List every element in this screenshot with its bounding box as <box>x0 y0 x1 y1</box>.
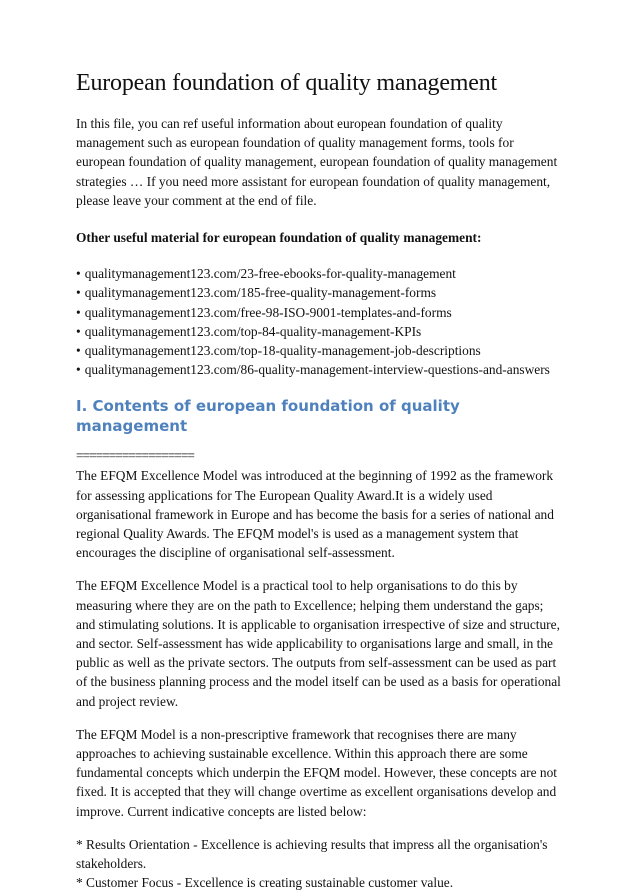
bullet-icon: • <box>76 304 81 320</box>
link-text: qualitymanagement123.com/top-18-quality-management-job-descriptions <box>84 343 481 359</box>
concept-item: * Results Orientation - Excellence is achieving results that impress all the organisation's stakeholders. <box>76 836 548 872</box>
link-text: qualitymanagement123.com/86-quality-management-interview-questions-and-answers <box>84 362 550 378</box>
link-list-item[interactable] <box>76 264 564 283</box>
concept-item: * Customer Focus - Excellence is creating sustainable customer value. <box>76 875 454 891</box>
link-list-item[interactable] <box>76 360 564 379</box>
link-text: qualitymanagement123.com/185-free-quality-management-forms <box>84 285 437 301</box>
intro-paragraph: In this file, you can ref useful information about european foundation of quality management such as european foundation of quality management forms, tools for european foundation of quality management, european foundation of quality management strategies … If you need more assistant for european foundation of quality management, please leave your comment at the end of file. <box>76 116 558 208</box>
body-paragraph: The EFQM Model is a non-prescriptive framework that recognises there are many approaches to achieving sustainable excellence. Within this approach there are some fundamental concepts which underpin the EFQM model. However, these concepts are not fixed. It is accepted that they will change overtime as excellent organisations develop and improve. Current indicative concepts are listed below: <box>76 726 558 819</box>
link-list-item[interactable] <box>76 341 564 360</box>
link-list <box>76 264 564 379</box>
page-title: European foundation of quality management <box>76 70 497 96</box>
link-list-item[interactable] <box>76 283 564 302</box>
link-text: qualitymanagement123.com/free-98-ISO-9001-templates-and-forms <box>84 304 452 320</box>
body-paragraph: The EFQM Excellence Model is a practical tool to help organisations to do this by measuring where they are on the path to Excellence; helping them understand the gaps; and stimulating solutions. It is applicable to organisation irrespective of size and structure, and sector. Self-assessment has wide applicability to organisations large and small, in the public as well as the private sectors. The outputs from self-assessment can be used as part of the business planning process and the model itself can be used as a basis for operational and project review. <box>76 578 561 709</box>
link-text: qualitymanagement123.com/top-84-quality-management-KPIs <box>84 323 422 339</box>
link-list-item[interactable] <box>76 322 564 341</box>
body-paragraph: The EFQM Excellence Model was introduced at the beginning of 1992 as the framework for assessing applications for The European Quality Award.It is a widely used organisational framework in Europe and has become the basis for a series of national and regional Quality Awards. The EFQM model's is used as a management system that encourages the discipline of organisational self-assessment. <box>76 468 554 561</box>
bullet-icon: • <box>76 343 81 359</box>
bullet-icon: • <box>76 266 81 282</box>
bullet-icon: • <box>76 323 81 339</box>
bullet-icon: • <box>76 362 81 378</box>
other-material-heading: Other useful material for european foundation of quality management: <box>76 230 482 246</box>
link-text: qualitymanagement123.com/23-free-ebooks-for-quality-management <box>84 266 456 282</box>
bullet-icon: • <box>76 285 81 301</box>
section-heading: I. Contents of european foundation of quality management <box>76 397 460 436</box>
separator-line: ================== <box>76 448 194 464</box>
link-list-item[interactable] <box>76 303 564 322</box>
